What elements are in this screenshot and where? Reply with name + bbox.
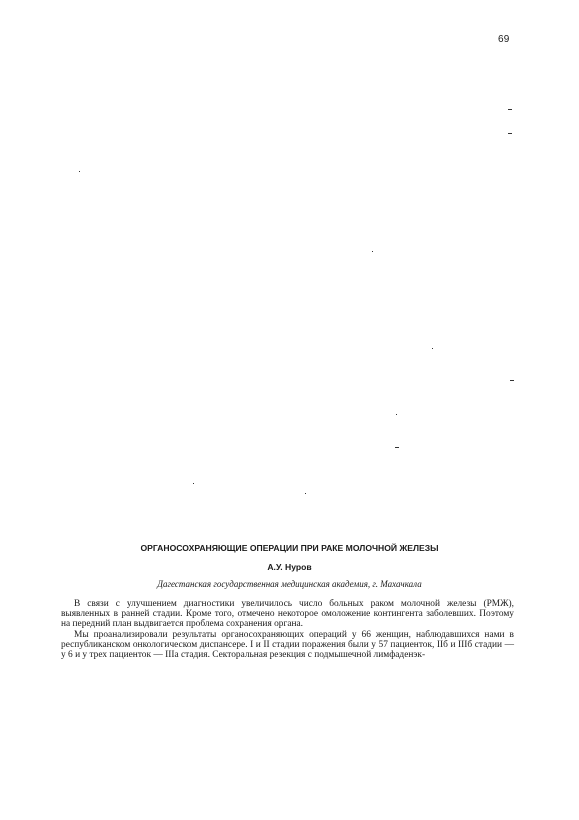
body-paragraph: В связи с улучшением диагностики увеличилось число больных раком молочной железы (РМЖ), выявленных в ранней стадии. Кроме того, отмечено некоторое омоложение контингента заболевших. Поэтому на передний план выдвигается проблема сохранения органа.: [61, 599, 514, 630]
scan-speck: [432, 348, 433, 349]
scan-speck: [372, 251, 373, 252]
scan-speck: [508, 133, 512, 134]
article-title: ОРГАНОСОХРАНЯЮЩИЕ ОПЕРАЦИИ ПРИ РАКЕ МОЛОЧНОЙ ЖЕЛЕЗЫ: [140, 543, 439, 553]
page-number: 69: [498, 34, 510, 45]
scan-speck: [396, 414, 397, 415]
scan-speck: [193, 483, 194, 484]
author-name: А.У. Нуров: [267, 562, 312, 572]
scan-speck: [510, 380, 514, 381]
article-body: [61, 599, 514, 660]
author-affiliation: Дагестанская государственная медицинская академия, г. Махачкала: [157, 579, 422, 589]
body-paragraph: Мы проанализировали результаты органосохраняющих операций у 66 женщин, наблюдавшихся нами в республиканском онкологическом диспансере. I и II стадии поражения были у 57 пациенток, IIб и IIIб стадии — у 6 и у трех пациенток — IIIа стадия. Секторальная резекция с подмышечной лимфаденэк-: [61, 629, 514, 661]
scan-speck: [395, 447, 399, 448]
scan-speck: [79, 171, 80, 172]
scan-speck: [508, 109, 512, 110]
scan-speck: [305, 493, 306, 494]
